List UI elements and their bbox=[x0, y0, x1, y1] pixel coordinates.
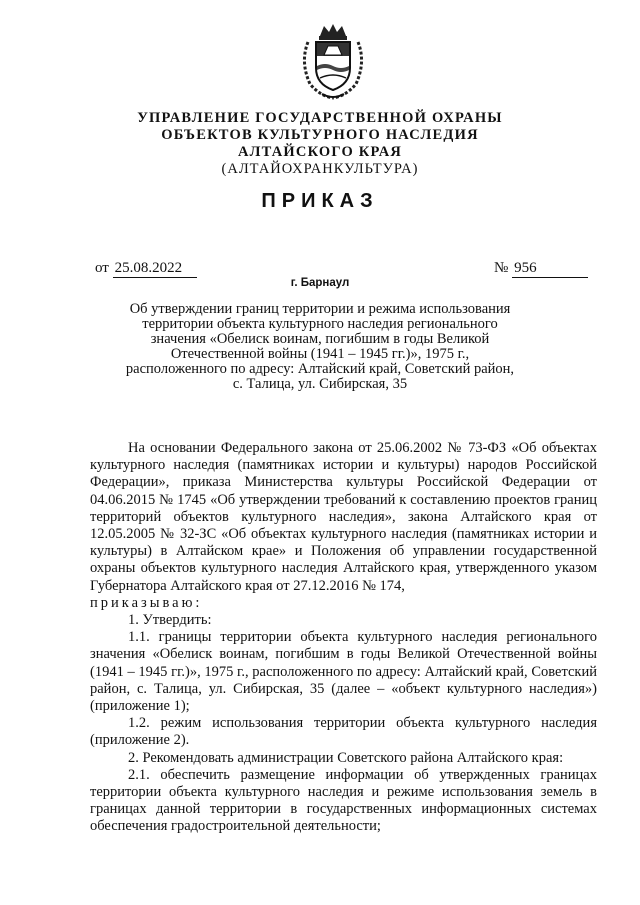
agency-name-line-3: АЛТАЙСКОГО КРАЯ bbox=[237, 144, 403, 160]
item-1-2: 1.2. режим использования территории объекта культурного наследия (приложение 2). bbox=[90, 715, 597, 749]
order-number: 956 bbox=[512, 260, 588, 278]
agency-name-line-1: УПРАВЛЕНИЕ ГОСУДАРСТВЕННОЙ ОХРАНЫ bbox=[137, 110, 503, 126]
order-date: 25.08.2022 bbox=[113, 260, 197, 278]
number-prefix: № bbox=[494, 260, 509, 276]
item-1-1: 1.1. границы территории объекта культурного наследия регионального значения «Обелиск воинам, погибшим в годы Великой Отечественной войны (1941 – 1945 гг.)», 1975 г., расположенного по адресу: Алтайский край, Советский район, с. Талица, ул. Сибирская, 35 (далее – «объект культурного наследия») (приложение 1); bbox=[90, 629, 597, 715]
subject-line-5: расположенного по адресу: Алтайский край, Советский район, bbox=[125, 361, 515, 377]
subject-line-4: Отечественной войны (1941 – 1945 гг.)», 1975 г., bbox=[170, 346, 470, 362]
city: г. Барнаул bbox=[290, 277, 350, 289]
document-title: ПРИКАЗ bbox=[261, 190, 379, 212]
order-body bbox=[90, 440, 597, 836]
order-word: приказываю: bbox=[90, 594, 203, 611]
subject-line-2: территории объекта культурного наследия регионального bbox=[142, 316, 498, 332]
agency-name-line-2: ОБЪЕКТОВ КУЛЬТУРНОГО НАСЛЕДИЯ bbox=[161, 127, 479, 143]
number-line bbox=[494, 260, 588, 278]
date-line bbox=[95, 260, 197, 278]
item-2: 2. Рекомендовать администрации Советского района Алтайского края: bbox=[128, 749, 564, 766]
preamble-paragraph: На основании Федерального закона от 25.06.2002 № 73-ФЗ «Об объектах культурного наследия (памятниках истории и культуры) народов Российской Федерации», приказа Министерства культуры Российской Федерации от 04.06.2015 № 1745 «Об утверждении требований к составлению проектов границ территорий объектов культурного наследия», закона Алтайского края от 12.05.2005 № 32-ЗС «Об объектах культурного наследия (памятниках истории и культуры) в Алтайском крае» и Положения об управлении государственной охраны объектов культурного наследия Алтайского края, утвержденного указом Губернатора Алтайского края от 27.12.2016 № 174, bbox=[90, 440, 597, 594]
subject-line-6: с. Талица, ул. Сибирская, 35 bbox=[232, 376, 408, 392]
date-prefix: от bbox=[95, 260, 109, 276]
subject-line-3: значения «Обелиск воинам, погибшим в годы Великой bbox=[150, 331, 490, 347]
item-2-1: 2.1. обеспечить размещение информации об утвержденных границах территории объекта культурного наследия и режиме использования земель в границах данной территории в государственных информационных системах обеспечения градостроительной деятельности; bbox=[90, 766, 597, 835]
agency-short-name: (АЛТАЙОХРАНКУЛЬТУРА) bbox=[221, 161, 419, 177]
coat-of-arms-emblem bbox=[298, 22, 368, 100]
item-1: 1. Утвердить: bbox=[128, 612, 212, 629]
subject-line-1: Об утверждении границ территории и режима использования bbox=[129, 301, 511, 317]
